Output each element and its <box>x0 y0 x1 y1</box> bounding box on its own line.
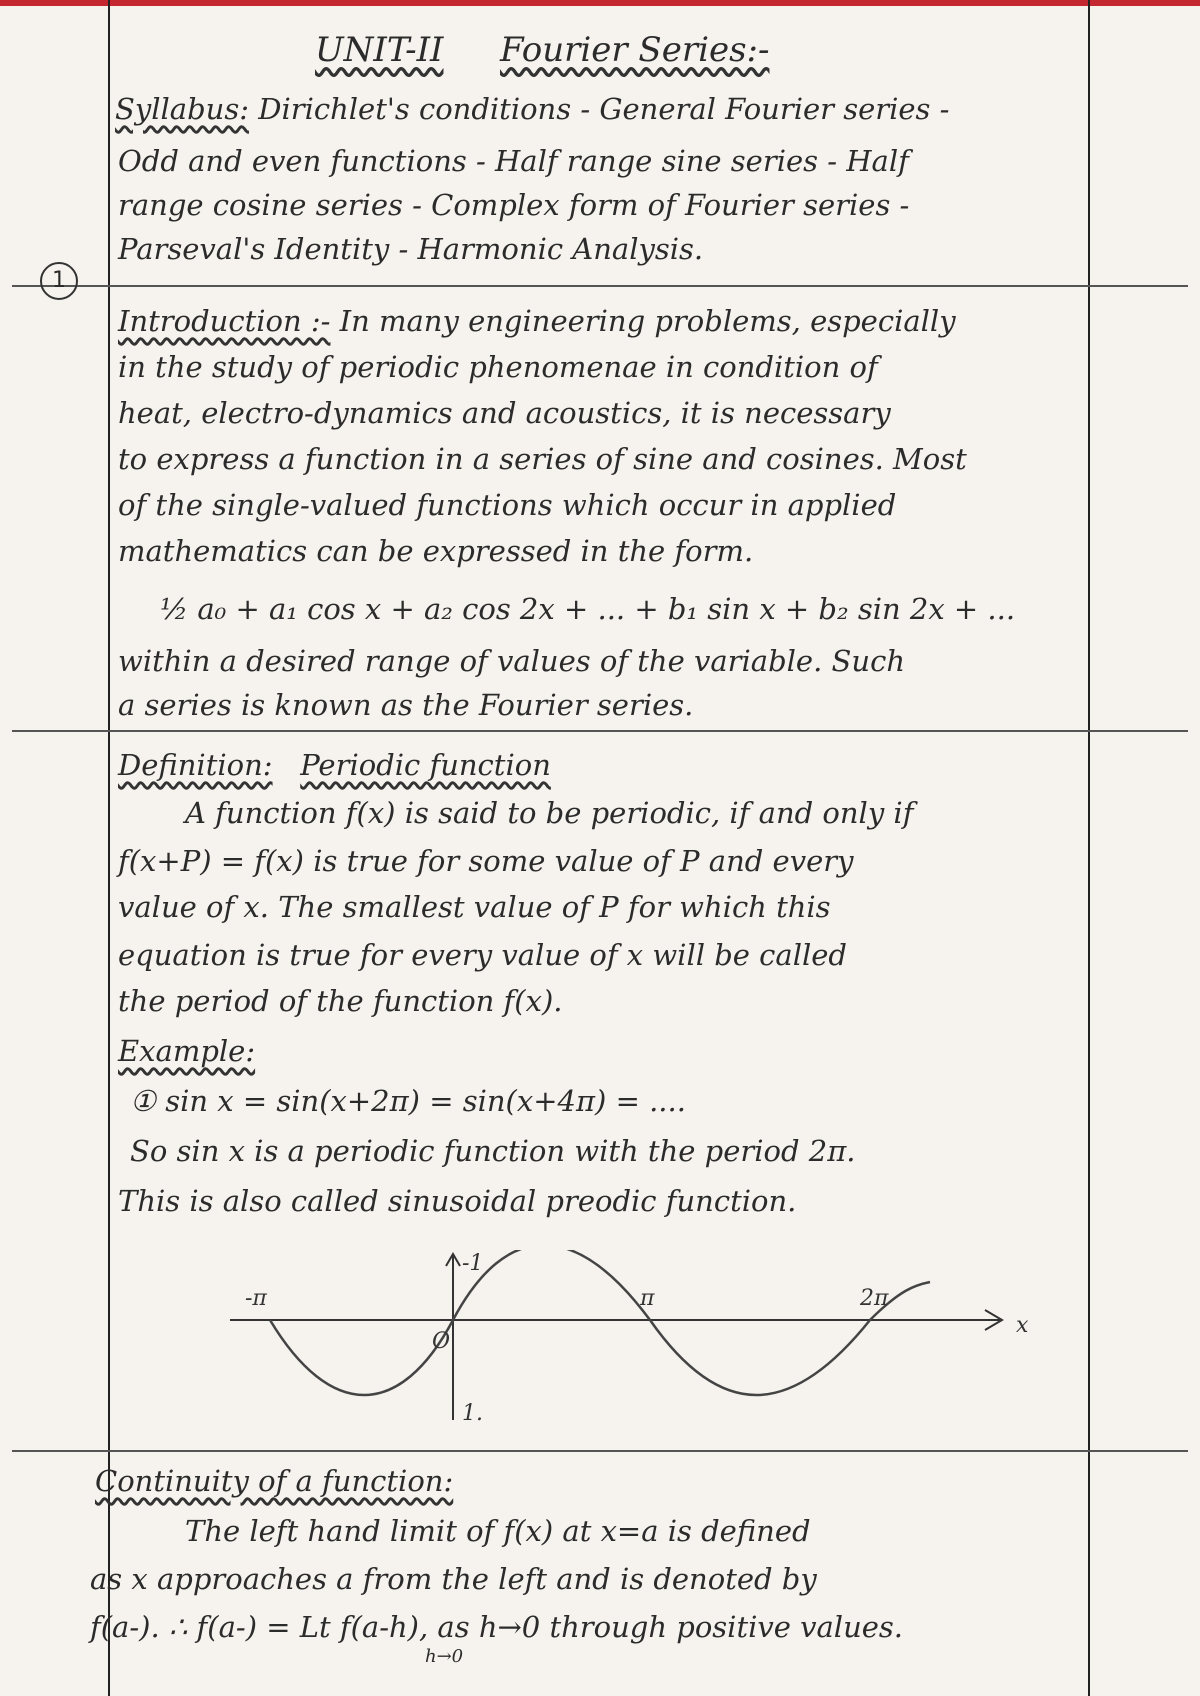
sine-graph <box>210 1250 1070 1440</box>
example-label: Example: <box>118 1034 256 1068</box>
syllabus-label: Syllabus: <box>115 92 249 126</box>
intro-first-line: In many engineering problems, especially <box>339 304 956 338</box>
fourier-formula: ½ a₀ + a₁ cos x + a₂ cos 2x + ... + b₁ sin x + b₂ sin 2x + ... <box>160 592 1016 626</box>
left-margin-line <box>108 0 110 1696</box>
label-origin: O <box>432 1329 451 1354</box>
example-line-2: So sin x is a periodic function with the period 2π. <box>130 1134 856 1168</box>
continuity-line-1: The left hand limit of f(x) at x=a is defined <box>185 1514 811 1548</box>
syllabus-line-3: range cosine series - Complex form of Fourier series - <box>118 188 910 222</box>
definition-heading <box>118 744 551 786</box>
intro-after-1: within a desired range of values of the variable. Such <box>118 644 905 678</box>
section-divider-1 <box>12 285 1188 287</box>
limit-subscript: h→0 <box>425 1646 464 1667</box>
section-divider-2 <box>12 730 1188 732</box>
intro-line-6: mathematics can be expressed in the form. <box>118 534 754 568</box>
label-x-axis: x <box>1016 1313 1029 1338</box>
intro-line-2: in the study of periodic phenomenae in condition of <box>118 350 878 384</box>
margin-circled-number: 1 <box>40 262 78 300</box>
definition-line-2: f(x+P) = f(x) is true for some value of P and every <box>118 844 854 878</box>
label-two-pi: 2π <box>860 1286 889 1311</box>
syllabus-line-4: Parseval's Identity - Harmonic Analysis. <box>118 232 704 266</box>
section-divider-3 <box>12 1450 1188 1452</box>
example-line-3: This is also called sinusoidal preodic function. <box>118 1184 797 1218</box>
definition-line-3: value of x. The smallest value of P for which this <box>118 890 831 924</box>
definition-line-4: equation is true for every value of x will be called <box>118 938 847 972</box>
syllabus-line-2: Odd and even functions - Half range sine series - Half <box>118 144 909 178</box>
syllabus-text-1: Dirichlet's conditions - General Fourier series - <box>258 92 950 126</box>
continuity-label: Continuity of a function: <box>95 1464 454 1498</box>
definition-label: Definition: <box>118 748 273 782</box>
intro-line-1 <box>118 300 956 342</box>
intro-after-2: a series is known as the Fourier series. <box>118 688 694 722</box>
unit-heading <box>315 30 443 70</box>
definition-line-5: the period of the function f(x). <box>118 984 563 1018</box>
continuity-line-2: as x approaches a from the left and is denoted by <box>90 1562 817 1596</box>
continuity-line-3: f(a-). ∴ f(a-) = Lt f(a-h), as h→0 through positive values. <box>90 1610 904 1644</box>
example-heading <box>118 1030 255 1072</box>
sine-curve <box>270 1250 930 1395</box>
unit-label: UNIT-II <box>315 30 444 70</box>
example-line-1: ① sin x = sin(x+2π) = sin(x+4π) = .... <box>130 1084 686 1118</box>
definition-line-1: A function f(x) is said to be periodic, if and only if <box>185 796 914 830</box>
topic-label: Fourier Series:- <box>500 30 770 70</box>
topic-heading <box>500 30 769 70</box>
intro-label: Introduction :- <box>118 304 331 338</box>
top-edge-band <box>0 0 1200 6</box>
label-bottom-tick: 1. <box>462 1401 483 1426</box>
label-neg-pi: -π <box>245 1286 267 1311</box>
intro-line-5: of the single-valued functions which occur in applied <box>118 488 897 522</box>
definition-term: Periodic function <box>300 748 551 782</box>
syllabus-line-1 <box>115 88 949 130</box>
right-margin-line <box>1088 0 1090 1696</box>
label-pi: π <box>640 1286 655 1311</box>
continuity-heading <box>95 1460 453 1502</box>
label-top-tick: -1 <box>462 1251 484 1276</box>
intro-line-4: to express a function in a series of sine and cosines. Most <box>118 442 967 476</box>
intro-line-3: heat, electro-dynamics and acoustics, it is necessary <box>118 396 891 430</box>
